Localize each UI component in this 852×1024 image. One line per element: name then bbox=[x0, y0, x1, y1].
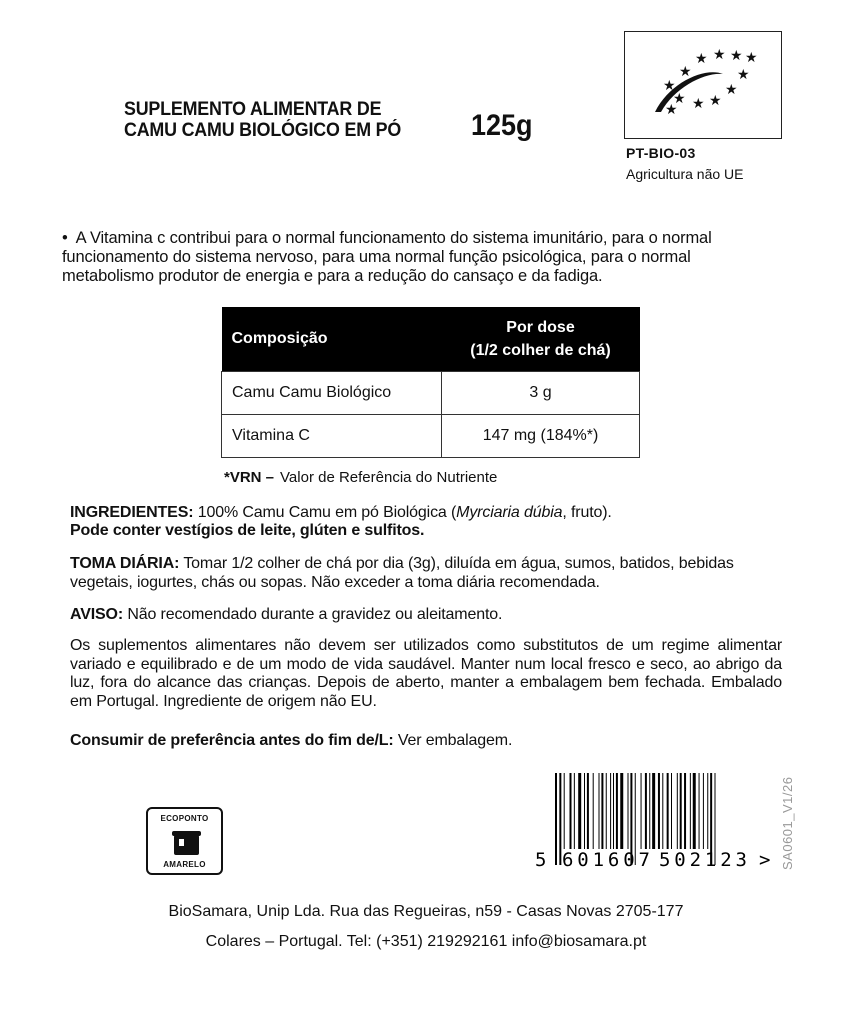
barcode-bar bbox=[677, 773, 678, 849]
agriculture-origin: Agricultura não UE bbox=[626, 166, 744, 182]
barcode-left-digits: 601607 bbox=[562, 849, 650, 871]
svg-text:★: ★ bbox=[663, 78, 676, 94]
ingredients-label: INGREDIENTES: bbox=[70, 504, 194, 521]
header-per-dose bbox=[442, 307, 640, 372]
barcode-bar bbox=[564, 773, 565, 849]
ecoponto-bottom-label: AMARELO bbox=[163, 860, 206, 869]
barcode-bar bbox=[613, 773, 614, 849]
organic-certification-code: PT-BIO-03 bbox=[626, 145, 696, 161]
barcode-bar bbox=[667, 773, 669, 849]
row-name: Camu Camu Biológico bbox=[222, 372, 442, 415]
barcode-bar bbox=[601, 773, 603, 849]
company-address-line2: Colares – Portugal. Tel: (+351) 219292161 info@biosamara.pt bbox=[205, 933, 647, 950]
svg-text:★: ★ bbox=[692, 96, 705, 112]
barcode-bar bbox=[699, 773, 700, 849]
barcode-bar bbox=[574, 773, 575, 849]
ingredients-text-before: 100% Camu Camu em pó Biológica ( bbox=[193, 504, 457, 521]
header-per-dose-line1: Por dose bbox=[506, 319, 575, 336]
barcode-bar bbox=[628, 773, 629, 849]
ecoponto-amarelo-badge bbox=[146, 807, 223, 875]
vrn-footnote bbox=[224, 469, 497, 486]
barcode-lead-digit: 5 bbox=[535, 849, 547, 871]
ingredients-paragraph bbox=[70, 504, 782, 523]
barcode-bar bbox=[610, 773, 611, 849]
barcode-bar bbox=[671, 773, 672, 849]
vrn-text: Valor de Referência do Nutriente bbox=[280, 469, 498, 486]
eu-organic-leaf-logo bbox=[624, 31, 782, 139]
recycling-bin-icon bbox=[170, 827, 203, 857]
table-row bbox=[222, 415, 640, 458]
barcode-bar bbox=[680, 773, 682, 849]
header-per-dose-line2: (1/2 colher de chá) bbox=[470, 342, 611, 359]
barcode-bar bbox=[620, 773, 623, 849]
barcode-bar bbox=[703, 773, 704, 849]
barcode-bar bbox=[693, 773, 696, 849]
warning-paragraph bbox=[70, 606, 782, 625]
net-weight: 125g bbox=[471, 109, 533, 142]
barcode-bar bbox=[570, 773, 572, 849]
barcode-bar bbox=[684, 773, 686, 849]
best-before-paragraph bbox=[70, 732, 782, 751]
ingredients-text-after: , fruto). bbox=[562, 504, 612, 521]
svg-text:★: ★ bbox=[725, 82, 738, 98]
daily-dose-label: TOMA DIÁRIA: bbox=[70, 555, 180, 572]
product-title-line2: CAMU CAMU BIOLÓGICO EM PÓ bbox=[124, 120, 402, 141]
row-value: 3 g bbox=[442, 372, 640, 415]
best-before-label: Consumir de preferência antes do fim de/L: bbox=[70, 732, 394, 749]
bullet: • bbox=[62, 229, 68, 247]
barcode-bar bbox=[578, 773, 581, 849]
version-code: SA0601_V1/26 bbox=[780, 776, 795, 870]
row-value: 147 mg (184%*) bbox=[442, 415, 640, 458]
header-composition: Composição bbox=[222, 307, 442, 372]
svg-text:★: ★ bbox=[737, 67, 750, 83]
svg-text:★: ★ bbox=[709, 93, 722, 109]
eu-leaf-stars-icon bbox=[625, 32, 780, 137]
daily-dose-text: Tomar 1/2 colher de chá por dia (3g), diluída em água, sumos, batidos, bebidas vegetais, iogurtes, chás ou sopas. Não exceder a toma diária recomendada. bbox=[70, 555, 734, 591]
svg-text:★: ★ bbox=[713, 47, 726, 63]
barcode-bar bbox=[662, 773, 663, 849]
barcode-bar bbox=[649, 773, 650, 849]
vrn-label: *VRN – bbox=[224, 469, 275, 486]
composition-table bbox=[221, 307, 640, 458]
warning-text: Não recomendado durante a gravidez ou aleitamento. bbox=[123, 606, 503, 623]
barcode-bar bbox=[555, 773, 557, 865]
svg-text:★: ★ bbox=[745, 50, 758, 66]
company-address-line1: BioSamara, Unip Lda. Rua das Regueiras, n59 - Casas Novas 2705-177 bbox=[168, 903, 684, 920]
barcode-bar bbox=[606, 773, 607, 849]
row-name: Vitamina C bbox=[222, 415, 442, 458]
ecoponto-top-label: ECOPONTO bbox=[160, 814, 209, 823]
svg-text:★: ★ bbox=[673, 91, 686, 107]
barcode-bar bbox=[690, 773, 691, 849]
svg-text:★: ★ bbox=[665, 102, 678, 118]
barcode-bar bbox=[587, 773, 589, 849]
svg-text:★: ★ bbox=[695, 51, 708, 67]
warning-label: AVISO: bbox=[70, 606, 124, 623]
barcode-bar bbox=[652, 773, 655, 849]
barcode-bar bbox=[645, 773, 647, 849]
table-header-row bbox=[222, 307, 640, 372]
barcode-bar bbox=[599, 773, 600, 849]
barcode-right-digits: 502123 bbox=[659, 849, 747, 871]
barcode-bar bbox=[707, 773, 708, 849]
barcode-bar bbox=[593, 773, 594, 849]
ingredients-latin-name: Myrciaria dúbia bbox=[456, 504, 563, 521]
barcode-bar bbox=[584, 773, 585, 849]
product-title-line1: SUPLEMENTO ALIMENTAR DE bbox=[124, 99, 382, 120]
table-row bbox=[222, 372, 640, 415]
disclaimer-paragraph: Os suplementos alimentares não devem ser utilizados como substitutos de um regime alimentar variado e equilibrado e de um modo de vida saudável. Manter num local fresco e seco, ao abrigo da luz, fora do alcance das crianças. Depois de aberto, manter a embalagem bem fechada. Embalado em Portugal. Ingrediente de origem não EU. bbox=[70, 637, 782, 710]
barcode-quiet-mark: > bbox=[759, 849, 771, 871]
best-before-text: Ver embalagem. bbox=[393, 732, 513, 749]
daily-dose-paragraph bbox=[70, 555, 782, 592]
health-claim bbox=[62, 229, 782, 286]
barcode-bar bbox=[658, 773, 660, 849]
svg-text:★: ★ bbox=[679, 64, 692, 80]
barcode-bar bbox=[616, 773, 618, 849]
ean13-barcode bbox=[535, 773, 775, 873]
health-claim-text: A Vitamina c contribui para o normal funcionamento do sistema imunitário, para o normal funcionamento do sistema nervoso, para uma normal função psicológica, para o normal metabolismo produtor de energia e para a redução do cansaço e da fadiga. bbox=[62, 229, 712, 285]
svg-text:★: ★ bbox=[730, 48, 743, 64]
allergen-warning: Pode conter vestígios de leite, glúten e sulfitos. bbox=[70, 522, 425, 539]
barcode-bar bbox=[641, 773, 642, 849]
barcode-bar bbox=[635, 773, 636, 865]
